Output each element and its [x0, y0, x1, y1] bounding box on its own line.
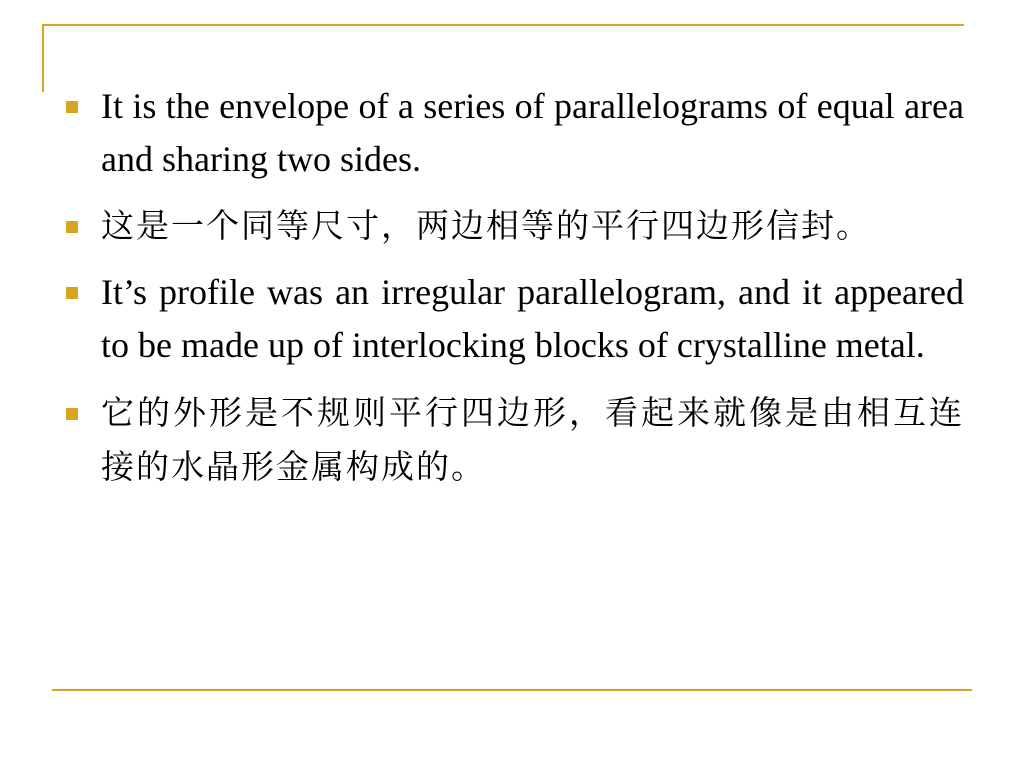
- bullet-text: It is the envelope of a series of parallelograms of equal area and sharing two sides.: [101, 86, 964, 179]
- square-bullet-icon: [66, 221, 78, 233]
- bullet-item: [60, 386, 964, 494]
- bullet-item: [60, 199, 964, 253]
- square-bullet-icon: [66, 287, 78, 299]
- bullet-item: [60, 266, 964, 372]
- bullet-text: 它的外形是不规则平行四边形，看起来就像是由相互连接的水晶形金属构成的。: [101, 393, 964, 486]
- square-bullet-icon: [66, 101, 78, 113]
- decorative-vertical-line: [42, 24, 44, 92]
- decorative-bottom-line: [52, 689, 972, 691]
- bullet-item: [60, 80, 964, 186]
- bullet-text: It’s profile was an irregular parallelogram, and it appeared to be made up of interlocking blocks of crystalline metal.: [101, 272, 964, 365]
- bullet-list: [60, 80, 964, 507]
- decorative-top-line: [42, 24, 964, 26]
- bullet-text: 这是一个同等尺寸，两边相等的平行四边形信封。: [101, 206, 871, 245]
- square-bullet-icon: [66, 408, 78, 420]
